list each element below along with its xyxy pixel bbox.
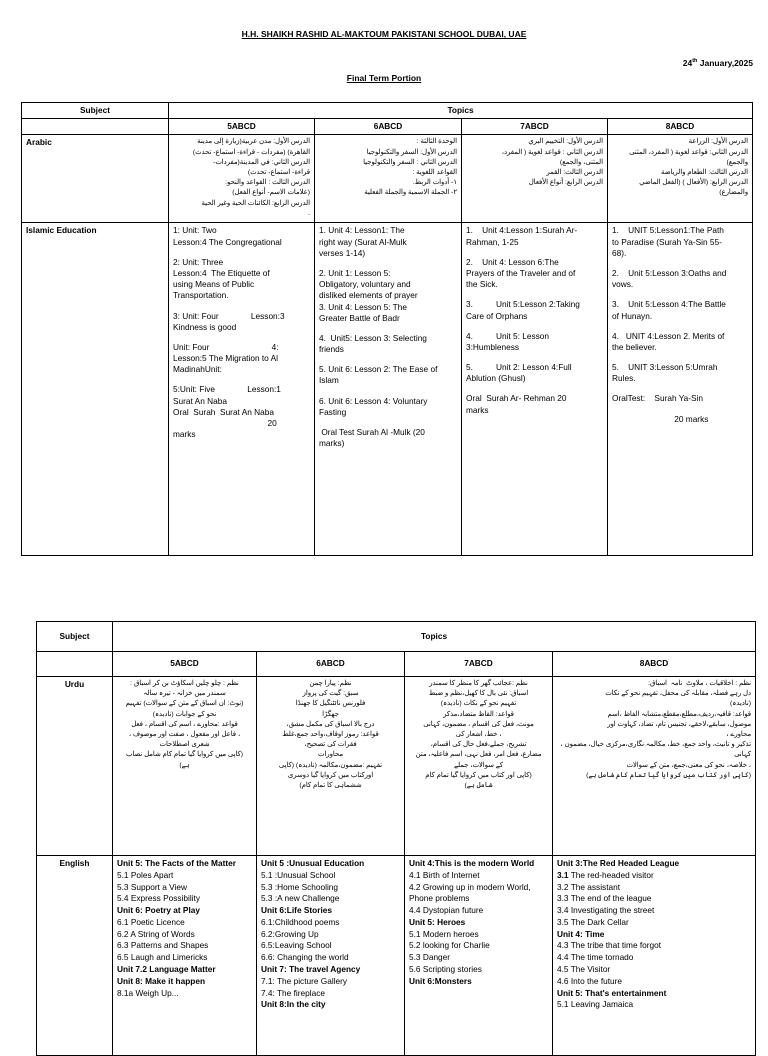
lesson-item: 5.1 Leaving Jamaica bbox=[557, 999, 634, 1010]
cell-line: کے سوالات، جملے bbox=[454, 761, 503, 769]
cell-line: to Paradise (Surah Ya-Sin 55- bbox=[612, 236, 722, 247]
cell-line: 2: Unit: Three bbox=[173, 256, 224, 267]
cell-line: ، خط، اشعار کی bbox=[455, 730, 502, 738]
cell-line: القواعد اللغوية : bbox=[412, 168, 457, 176]
cell-line: disliked elements of prayer bbox=[319, 290, 418, 301]
document-date bbox=[683, 58, 753, 68]
unit-heading: Unit 8: Make it happen bbox=[117, 975, 206, 986]
spacer bbox=[173, 248, 310, 257]
spacer bbox=[466, 322, 603, 331]
cell-line: قراءة- استماع- تحدث) bbox=[247, 168, 310, 176]
lesson-item: 4.2 Growing up in modern World, Phone problems bbox=[409, 881, 531, 904]
cell-line: marks bbox=[173, 429, 196, 440]
cell-line: الدرس الأول: الزراعة bbox=[688, 138, 748, 146]
cell-line: Obligatory, voluntary and bbox=[319, 279, 411, 290]
cell-line: Rules. bbox=[612, 373, 636, 384]
cell-line: نظم : چلو چلیں اسکاؤٹ بن کر اسباق : bbox=[130, 680, 239, 687]
cell-line: جھگڑا bbox=[322, 710, 339, 718]
cell-line: the Sick. bbox=[466, 279, 498, 290]
topic-cell bbox=[462, 135, 608, 223]
subject-cell: English bbox=[37, 856, 113, 1056]
cell-line: موصول، سابقے،لاحقے، تجنیس تام، تضاد، کہاوت اور bbox=[607, 720, 751, 728]
lesson-item: 6.2 A String of Words bbox=[117, 928, 195, 939]
cell-line: قواعد :محاورے ، اسم کی اقسام ، فعل bbox=[131, 720, 238, 728]
portion-table-2 bbox=[36, 621, 756, 1056]
cell-line: (کاپی میں کروایا گیا تمام کام شامل نصاب bbox=[125, 751, 244, 759]
cell-line: (کاپی اور کتاب میں کروایا گیا تمام کام شامل ہے) bbox=[586, 771, 751, 779]
unit-heading: Unit 7: The travel Agency bbox=[261, 964, 361, 975]
topic-cell bbox=[315, 135, 462, 223]
cell-line: 5. Unit 6: Lesson 2: The Ease of bbox=[319, 364, 438, 375]
cell-line: Rahman, 1-25 bbox=[466, 236, 519, 247]
lesson-item: 7.4: The fireplace bbox=[261, 987, 325, 998]
cell-line: سمندر میں خزانہ - تیرہ سالہ bbox=[143, 690, 226, 698]
spacer bbox=[612, 384, 748, 393]
subject-cell: Islamic Education bbox=[22, 223, 169, 556]
topic-cell bbox=[113, 856, 257, 1056]
cell-line: 3: Unit: Four Lesson:3 bbox=[173, 310, 285, 321]
cell-line: Surat An Naba bbox=[173, 395, 227, 406]
cell-line: vows. bbox=[612, 279, 634, 290]
class-header: 5ABCD bbox=[169, 119, 315, 135]
unit-heading: Unit 5: The Facts of the Matter bbox=[117, 858, 236, 868]
cell-line: Transportation. bbox=[173, 290, 229, 301]
lesson-item: 4.3 The tribe that time forgot bbox=[557, 940, 662, 951]
cell-line: ششماہی کا تمام کام) bbox=[299, 781, 362, 789]
spacer bbox=[612, 322, 748, 331]
cell-line: Ablution (Ghusl) bbox=[466, 373, 526, 384]
unit-heading: Unit 5: That's entertainment bbox=[557, 987, 667, 998]
cell-line: Islam bbox=[319, 375, 339, 386]
cell-line: تذکیر و تانیث، واحد جمع، خط، مکالمہ نگاری،مرکزی خیال، مضمون ، کہانی bbox=[558, 741, 751, 759]
subject-cell: Urdu bbox=[37, 677, 113, 856]
spacer bbox=[612, 290, 748, 299]
portion-table-1 bbox=[21, 102, 753, 556]
cell-line: Kindness is good bbox=[173, 321, 237, 332]
class-header: 7ABCD bbox=[462, 119, 608, 135]
spacer bbox=[612, 353, 748, 362]
lesson-item: 4.4 Dystopian future bbox=[409, 905, 484, 916]
cell-line: ، خلاصہ، نحو کی معنی،جمع، متن کے سوالات bbox=[626, 761, 751, 769]
spacer bbox=[319, 418, 457, 427]
spacer bbox=[466, 248, 603, 257]
cell-line: Prayers of the Traveler and of bbox=[466, 267, 576, 278]
spacer bbox=[612, 405, 748, 414]
lesson-item: 5.3 Support a View bbox=[117, 881, 187, 892]
cell-line: القاهرة) (مفردات - قراءة- استماع- تحدث) bbox=[192, 148, 310, 156]
school-title: H.H. SHAIKH RASHID AL-MAKTOUM PAKISTANI SCHOOL DUBAI, UAE bbox=[241, 29, 527, 39]
cell-line: 1: Unit: Two bbox=[173, 225, 217, 236]
lesson-item: 5.3 :A new Challenge bbox=[261, 893, 340, 904]
cell-line: نظم : اخلاقیات ، ملاوٹ نامہ اسباق: bbox=[648, 680, 751, 687]
cell-line: نحو کے جوابات (نادیدہ) bbox=[152, 710, 217, 718]
cell-line: شامل ہے) bbox=[464, 781, 493, 789]
lesson-item: 5.6 Scripting stories bbox=[409, 964, 482, 975]
lesson-item: 5.3 Danger bbox=[409, 952, 451, 963]
lesson-item: 3.2 The assistant bbox=[557, 881, 621, 892]
spacer bbox=[173, 333, 310, 342]
lesson-item: 4.4 The time tornado bbox=[557, 952, 634, 963]
cell-line: . bbox=[308, 209, 310, 217]
cell-line: مونث، فعل کی اقسام ، مضمون، کہانی bbox=[423, 720, 534, 728]
cell-line: 5:Unit: Five Lesson:1 bbox=[173, 384, 281, 395]
cell-line: 5. UNIT 3:Lesson 5:Umrah bbox=[612, 362, 718, 373]
cell-line: فلورنس نائٹنگیل کا جھنڈا bbox=[295, 700, 366, 708]
cell-line: تفہیم :مضمون،مکالمہ (نادیدہ) (کاپی bbox=[278, 761, 383, 769]
lesson-item: 4.5 The Visitor bbox=[557, 964, 611, 975]
subject-header: Subject bbox=[22, 103, 169, 119]
cell-line: ٢- الجملة الاسمية والجملة الفعلية bbox=[364, 189, 457, 197]
cell-line: مضارع، فعل امر، فعل نہی، اسم فاعلیہ، متن bbox=[415, 751, 542, 759]
topic-cell bbox=[405, 856, 553, 1056]
cell-line: نظم: پیارا چمن bbox=[309, 680, 352, 687]
unit-heading: Unit 8:In the city bbox=[261, 999, 326, 1010]
cell-line: درج بالا اسباق کی مکمل مشق، bbox=[286, 720, 375, 728]
cell-line: 3. Unit 5:Lesson 4:The Battle bbox=[612, 299, 726, 310]
date-day: 24 bbox=[682, 58, 693, 68]
unit-heading: Unit 6: Poetry at Play bbox=[117, 905, 200, 916]
lesson-item: 3.5 The Dark Cellar bbox=[557, 916, 629, 927]
cell-line: المثنى، والجمع) bbox=[559, 158, 603, 166]
spacer bbox=[466, 353, 603, 362]
cell-line: والمضارع) bbox=[719, 189, 748, 197]
topics-header: Topics bbox=[169, 103, 753, 119]
spacer bbox=[319, 355, 457, 364]
cell-line: محاورے ، bbox=[726, 730, 751, 738]
topics-header: Topics bbox=[113, 622, 756, 652]
cell-line: 5. Unit 2: Lesson 4:Full bbox=[466, 362, 572, 373]
cell-line: 3. Unit 4: Lesson 5: The bbox=[319, 301, 407, 312]
cell-line: (کاپی اور کتاب میں کروایا گیا تمام کام bbox=[425, 771, 532, 779]
cell-line: OralTest: Surah Ya-Sin bbox=[612, 393, 703, 404]
cell-line: ١- أدوات الربط. bbox=[412, 179, 457, 187]
cell-line: marks bbox=[466, 404, 489, 415]
cell-line: right way (Surat Al-Mulk bbox=[319, 236, 407, 247]
spacer bbox=[319, 387, 457, 396]
unit-heading: Unit 4:This is the modern World bbox=[409, 858, 535, 868]
lesson-item: 6.1 Poetic Licence bbox=[117, 916, 185, 927]
cell-line: the believer. bbox=[612, 341, 657, 352]
cell-line: قواعد: قافیہ،ردیف،مطلع،مقطع،متشابہ الفاظ ،اسم bbox=[607, 710, 751, 718]
class-header: 6ABCD bbox=[315, 119, 462, 135]
portion-title: Final Term Portion bbox=[346, 73, 422, 83]
lesson-item: 5.4 Express Possibility bbox=[117, 893, 201, 904]
topic-cell bbox=[553, 677, 756, 856]
topic-cell bbox=[169, 223, 315, 556]
topic-cell bbox=[608, 135, 753, 223]
cell-line: 4. Unit 5: Lesson bbox=[466, 330, 550, 341]
lesson-item: 6.5 Laugh and Limericks bbox=[117, 952, 208, 963]
lesson-item: 6.3 Patterns and Shapes bbox=[117, 940, 209, 951]
cell-line: verses 1-14) bbox=[319, 247, 366, 258]
cell-line: الدرس الأول: السفر والتكنولوجيا bbox=[366, 148, 457, 156]
table-row bbox=[37, 677, 756, 856]
lesson-item: 5.2 looking for Charlie bbox=[409, 940, 490, 951]
cell-line: Lesson:4 The Congregational bbox=[173, 236, 282, 247]
cell-line: الدرس الثاني: قواعد لغوية ( المفرد، المثنى والجمع) bbox=[627, 148, 748, 166]
lesson-item: 3.1 The red-headed visitor bbox=[557, 869, 654, 880]
cell-line: ہے) bbox=[179, 761, 190, 769]
cell-line: 2. Unit 4: Lesson 6:The bbox=[466, 256, 559, 267]
cell-line: الوحدة الثالثة : bbox=[416, 138, 457, 146]
topic-cell bbox=[405, 677, 553, 856]
lesson-item: 5.3 :Home Schooling bbox=[261, 881, 339, 892]
cell-line: اسباق: نئی بال کا کھیل،نظم و ضبط bbox=[428, 690, 529, 698]
lesson-item: 5.1 Modern heroes bbox=[409, 928, 479, 939]
cell-line: Greater Battle of Badr bbox=[319, 312, 400, 323]
spacer bbox=[173, 375, 310, 384]
cell-line: (نادیدہ) bbox=[730, 700, 751, 708]
date-suffix: th bbox=[692, 58, 698, 65]
cell-line: (علامات الاسم- أنواع الفعل) bbox=[232, 189, 310, 197]
cell-line: الدرس الثاني: في المدينة(مفردات- bbox=[213, 158, 310, 166]
cell-line: 20 marks bbox=[612, 413, 709, 424]
cell-line: 1. Unit 4: Lesson1: The bbox=[319, 225, 405, 236]
cell-line: تفہیم نحو کے نکات (نادیدہ) bbox=[440, 700, 517, 708]
class-header: 7ABCD bbox=[405, 652, 553, 677]
cell-line: تشریح، جملے،فعل حال کی اقسام، bbox=[430, 741, 527, 749]
cell-line: 1. Unit 4:Lesson 1:Surah Ar- bbox=[466, 225, 578, 236]
lesson-item: 3.3 The end of the league bbox=[557, 893, 652, 904]
lesson-item: 6.6: Changing the world bbox=[261, 952, 349, 963]
cell-line: Oral Test Surah Al -Mulk (20 bbox=[319, 427, 425, 437]
cell-line: 3. Unit 5:Lesson 2:Taking bbox=[466, 299, 580, 310]
cell-line: 6. Unit 6: Lesson 4: Voluntary bbox=[319, 395, 428, 406]
cell-line: 4. Unit5: Lesson 3: Selecting bbox=[319, 332, 427, 343]
empty-cell bbox=[22, 119, 169, 135]
cell-line: Unit: Four 4: bbox=[173, 341, 279, 352]
unit-heading: Unit 4: Time bbox=[557, 928, 605, 939]
lesson-item: 6.2:Growing Up bbox=[261, 928, 319, 939]
cell-line: قواعد: الفاظ متضاد،مذکر bbox=[443, 710, 514, 718]
cell-line: محاورات bbox=[318, 751, 343, 759]
spacer bbox=[319, 324, 457, 333]
unit-heading: Unit 5 :Unusual Education bbox=[261, 858, 365, 868]
class-header: 6ABCD bbox=[257, 652, 405, 677]
cell-line: الدرس الرابع: (الأفعال ) (الفعل الماضي bbox=[639, 179, 748, 187]
cell-line: الدرس الثاني : السفر والتكنولوجيا bbox=[363, 158, 457, 166]
class-header: 5ABCD bbox=[113, 652, 257, 677]
cell-line: Fasting bbox=[319, 406, 347, 417]
cell-line: الدرس الأول: مدن عربية(زيارة إلى مدينة bbox=[197, 138, 310, 146]
topic-cell bbox=[462, 223, 608, 556]
unit-heading: Unit 5: Heroes bbox=[409, 916, 466, 927]
cell-line: نظم :عجائب گھر کا منظر کا سمندر bbox=[429, 680, 528, 687]
topic-cell bbox=[169, 135, 315, 223]
lesson-item: 3.4 Investigating the street bbox=[557, 905, 655, 916]
cell-line: الدرس الثالث : القواعد والنحو: bbox=[225, 179, 310, 187]
subject-header: Subject bbox=[37, 622, 113, 652]
cell-line: الدرس الثاني : قواعد لغوية ( المفرد، bbox=[501, 148, 603, 156]
cell-line: Lesson:4 The Etiquette of bbox=[173, 267, 270, 278]
cell-line: marks) bbox=[319, 438, 345, 449]
cell-line: MadinahUnit: bbox=[173, 364, 222, 375]
cell-line: using Means of Public bbox=[173, 279, 255, 290]
cell-line: فقرات کی تصحیح، bbox=[304, 741, 357, 749]
cell-line: ، فاعل اور مفعول ، صفت اور موصوف ، bbox=[128, 730, 241, 738]
cell-line: of Hunayn. bbox=[612, 310, 653, 321]
spacer bbox=[173, 302, 310, 311]
lesson-item: 8.1a Weigh Up... bbox=[117, 987, 179, 998]
table-row bbox=[22, 223, 753, 556]
subject-cell: Arabic bbox=[22, 135, 169, 223]
lesson-item: 6.1:Childhood poems bbox=[261, 916, 340, 927]
unit-heading: Unit 6:Life Stories bbox=[261, 905, 332, 916]
unit-heading: Unit 6:Monsters bbox=[409, 975, 472, 986]
cell-line: اورکتاب میں کروایا گیا دوسری bbox=[287, 771, 374, 779]
lesson-item: 5.1 Poles Apart bbox=[117, 869, 174, 880]
lesson-item: 5.1 :Unusual School bbox=[261, 869, 336, 880]
topic-cell bbox=[608, 223, 753, 556]
cell-line: قواعد: رموز اوقاف،واحد جمع،غلط bbox=[282, 730, 379, 738]
cell-line: شعری اصطلاحات bbox=[159, 741, 210, 749]
cell-line: Lesson:5 The Migration to Al bbox=[173, 353, 279, 364]
cell-line: 20 bbox=[173, 418, 277, 428]
topic-cell bbox=[257, 677, 405, 856]
lesson-item: 4.6 Into the future bbox=[557, 975, 623, 986]
cell-line: سبق: گیت کی پرواز bbox=[302, 690, 359, 698]
empty-cell bbox=[37, 652, 113, 677]
cell-line: Oral Surah Ar- Rehman 20 bbox=[466, 393, 567, 404]
spacer bbox=[466, 290, 603, 299]
lesson-item: 7.1: The picture Gallery bbox=[261, 975, 348, 986]
lesson-item: 4.1 Birth of Internet bbox=[409, 869, 480, 880]
class-header: 8ABCD bbox=[553, 652, 756, 677]
topic-cell bbox=[113, 677, 257, 856]
cell-line: friends bbox=[319, 344, 344, 355]
topic-cell bbox=[315, 223, 462, 556]
cell-line: الدرس الثالث: القمر bbox=[546, 168, 603, 176]
spacer bbox=[612, 259, 748, 268]
cell-line: الدرس الثالث: الطعام والرياضة bbox=[661, 168, 748, 176]
cell-line: الدرس الرابع: الكائنات الحية وغير الحية bbox=[201, 199, 310, 207]
table-row bbox=[22, 135, 753, 223]
cell-line: 3:Humbleness bbox=[466, 341, 520, 352]
cell-line: 2. Unit 1: Lesson 5: bbox=[319, 267, 391, 278]
lesson-item: 6.5:Leaving School bbox=[261, 940, 332, 951]
cell-line: Oral Surah Surat An Naba bbox=[173, 406, 275, 417]
cell-line: الدرس الأول: التخييم البري bbox=[528, 138, 603, 146]
spacer bbox=[466, 384, 603, 393]
cell-line: Care of Orphans bbox=[466, 310, 528, 321]
cell-line: 2. Unit 5:Lesson 3:Oaths and bbox=[612, 267, 727, 278]
cell-line: 4. UNIT 4:Lesson 2. Merits of bbox=[612, 330, 725, 341]
topic-cell bbox=[257, 856, 405, 1056]
unit-heading: Unit 3:The Red Headed League bbox=[557, 858, 680, 868]
cell-line: 1. UNIT 5:Lesson1:The Path bbox=[612, 225, 724, 236]
cell-line: الدرس الرابع: أنواع الأفعال bbox=[528, 179, 603, 187]
class-header: 8ABCD bbox=[608, 119, 753, 135]
date-rest: January,2025 bbox=[697, 58, 753, 68]
spacer bbox=[319, 259, 457, 268]
topic-cell bbox=[553, 856, 756, 1056]
cell-line: دل رہے فضلہ، مقابلہ کی محفل، تفہیم نحو کے نکات bbox=[605, 690, 751, 698]
unit-heading: Unit 7.2 Language Matter bbox=[117, 964, 216, 975]
table-row bbox=[37, 856, 756, 1056]
cell-line: (نوٹ: ان اسباق کے متن کے سوالات) تفہیم bbox=[125, 700, 244, 708]
cell-line: 68). bbox=[612, 247, 627, 258]
